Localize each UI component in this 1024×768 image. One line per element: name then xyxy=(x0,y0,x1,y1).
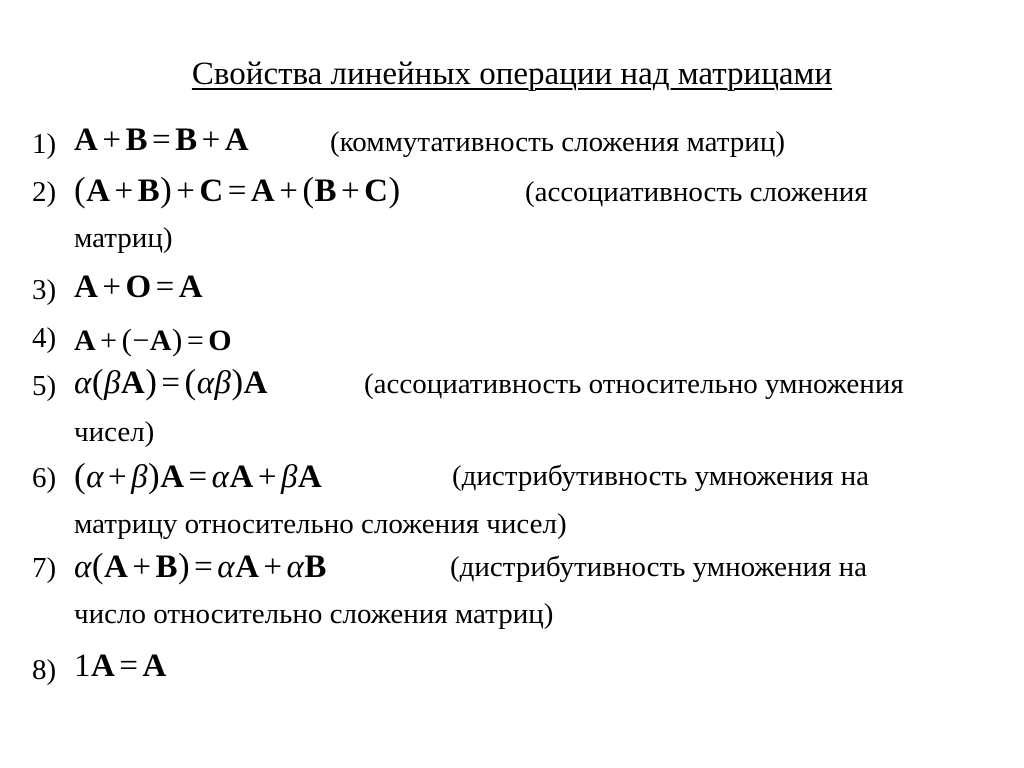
formula-scalar: 1 xyxy=(74,648,91,684)
property-5-number: 5) xyxy=(32,370,57,402)
formula-operator: + xyxy=(257,459,277,495)
property-8-number: 8) xyxy=(32,654,57,686)
property-1-number: 1) xyxy=(32,128,57,160)
formula-term: A xyxy=(160,459,185,495)
formula-operator: = xyxy=(119,648,139,684)
formula-operator: + xyxy=(279,173,299,209)
formula-operator: + xyxy=(102,122,122,158)
formula-term: B xyxy=(137,173,161,209)
formula-operator: = xyxy=(194,549,214,585)
formula-term: A xyxy=(229,459,254,495)
formula-operator: + xyxy=(132,549,152,585)
property-2-continuation: матриц) xyxy=(74,222,173,254)
formula-term: O xyxy=(125,269,152,305)
property-2-description: (ассоциативность сложения xyxy=(525,176,868,208)
property-2-number: 2) xyxy=(32,176,57,208)
property-6-number: 6) xyxy=(32,462,57,494)
formula-scalar: β xyxy=(103,365,121,401)
property-7-continuation: число относительно сложения матриц) xyxy=(74,598,554,630)
property-3-formula xyxy=(74,267,203,307)
formula-term: A xyxy=(149,324,173,357)
formula-paren: ) xyxy=(231,362,244,401)
formula-paren: ) xyxy=(172,322,183,357)
formula-term: A xyxy=(74,269,99,305)
page-title-text: Свойства линейных операции над матрицами xyxy=(191,56,833,92)
property-4-number: 4) xyxy=(32,322,57,354)
property-7-formula xyxy=(74,546,327,587)
formula-term: A xyxy=(86,173,111,209)
formula-operator: + xyxy=(102,269,122,305)
formula-scalar: α xyxy=(286,549,305,585)
formula-paren: ) xyxy=(145,362,158,401)
formula-operator: − xyxy=(132,324,150,357)
formula-scalar: α xyxy=(74,549,92,585)
formula-operator: = xyxy=(186,324,205,357)
formula-scalar: α xyxy=(217,549,236,585)
property-5-description: (ассоциативность относительно умножения xyxy=(364,368,904,400)
formula-operator: = xyxy=(161,365,181,401)
formula-term: B xyxy=(155,549,178,585)
formula-term: A xyxy=(74,122,99,158)
formula-operator: + xyxy=(201,122,221,158)
formula-term: C xyxy=(199,173,224,209)
formula-operator: = xyxy=(188,459,208,495)
formula-operator: + xyxy=(107,459,128,495)
formula-paren: ) xyxy=(148,456,161,495)
formula-paren: ) xyxy=(160,170,173,209)
formula-term: A xyxy=(178,269,204,305)
property-5-formula xyxy=(74,362,268,403)
property-8-formula xyxy=(74,646,167,686)
page-title xyxy=(0,52,1024,96)
formula-scalar: α xyxy=(86,459,104,495)
formula-term: B xyxy=(304,549,327,585)
formula-operator: + xyxy=(114,173,134,209)
formula-term: A xyxy=(250,173,276,209)
formula-term: A xyxy=(224,122,250,158)
formula-term: A xyxy=(91,648,116,684)
formula-term: A xyxy=(142,648,167,684)
formula-term: B xyxy=(175,122,198,158)
formula-term: O xyxy=(208,324,233,357)
formula-term: A xyxy=(120,365,146,401)
formula-term: A xyxy=(103,549,129,585)
formula-term: A xyxy=(74,324,97,357)
formula-operator: = xyxy=(155,269,175,305)
formula-scalar: α xyxy=(74,365,92,401)
property-6-continuation: матрицу относительно сложения чисел) xyxy=(74,508,567,540)
property-6-formula xyxy=(74,456,322,497)
formula-scalar: β xyxy=(280,459,298,495)
property-5-continuation: чисел) xyxy=(74,416,155,448)
formula-paren: ( xyxy=(74,456,87,495)
formula-operator: + xyxy=(176,173,196,209)
property-7-number: 7) xyxy=(32,552,57,584)
formula-operator: + xyxy=(100,324,118,357)
formula-scalar: α xyxy=(211,459,230,495)
formula-term: B xyxy=(125,122,148,158)
property-3-number: 3) xyxy=(32,274,57,306)
formula-term: A xyxy=(297,459,323,495)
property-4-formula xyxy=(74,320,232,361)
formula-operator: + xyxy=(341,173,361,209)
formula-paren: ( xyxy=(302,170,315,209)
formula-paren: ( xyxy=(184,362,197,401)
formula-paren: ( xyxy=(91,362,104,401)
formula-operator: = xyxy=(151,122,172,158)
property-7-description: (дистрибутивность умножения на xyxy=(450,551,867,583)
formula-paren: ( xyxy=(121,322,133,357)
formula-term: A xyxy=(235,549,260,585)
formula-term: A xyxy=(243,365,268,401)
formula-scalar: α xyxy=(196,365,215,401)
property-1-formula xyxy=(74,120,249,160)
property-6-description: (дистрибутивность умножения на xyxy=(452,460,869,492)
formula-term: B xyxy=(314,173,338,209)
property-2-formula xyxy=(74,170,401,211)
formula-scalar: β xyxy=(131,459,149,495)
formula-term: C xyxy=(364,173,389,209)
property-1-description: (коммутативность сложения матриц) xyxy=(330,126,785,158)
formula-scalar: β xyxy=(214,365,232,401)
formula-paren: ( xyxy=(91,546,104,585)
formula-operator: = xyxy=(227,173,247,209)
formula-paren: ( xyxy=(74,170,87,209)
formula-paren: ) xyxy=(177,546,191,585)
formula-operator: + xyxy=(263,549,283,585)
formula-paren: ) xyxy=(388,170,401,209)
